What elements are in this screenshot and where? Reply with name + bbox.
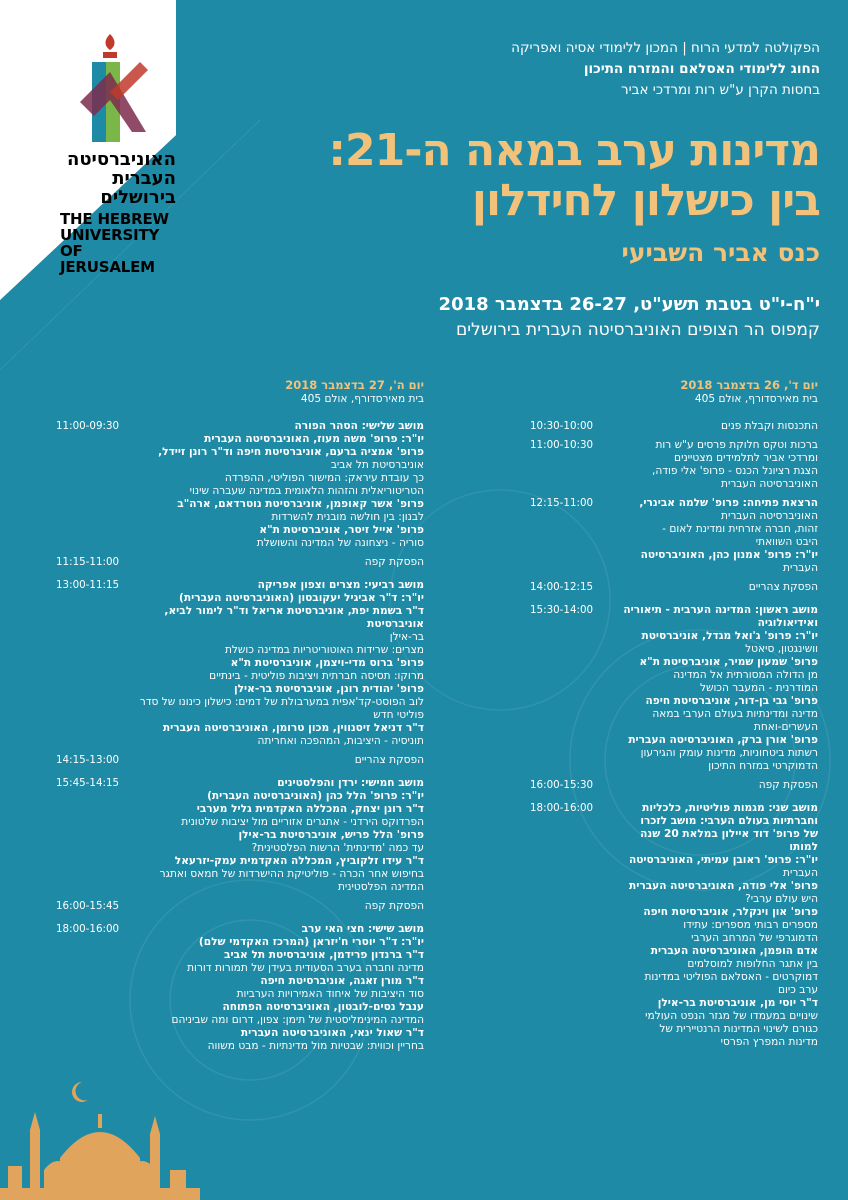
speaker-or-session-line: ד"ר יוסי מן, אוניברסיטת בר-אילן (657, 997, 818, 1009)
speaker-or-session-line: ד"ר רונן יצחק, המכללה האקדמית גליל מערבי (196, 803, 424, 815)
conference-dates: י"ח-י"ט בטבת תשע"ט, 26-27 בדצמבר 2018 (438, 294, 820, 315)
detail-line: הפסקת קפה (758, 779, 818, 791)
detail-line: מדינה ומדינתיות בעולם הערבי במאה (652, 708, 818, 720)
logo-mark-icon (70, 32, 150, 142)
speaker-or-session-line: יו"ר: ד"ר אביגיל יעקובסון (האוניברסיטה העברית) (179, 592, 424, 604)
speaker-or-session-line: למותו (789, 841, 818, 853)
speaker-or-session-line: יו"ר: פרופ' אמנון כהן, האוניברסיטה (640, 549, 818, 561)
detail-line: וושינגטון, סיאטל (745, 643, 818, 655)
speaker-or-session-line: מושב שלישי: הסהר הפורה (294, 420, 424, 432)
detail-line: בחריין וכווית: שבטיות מול מדינתיות - מבט משווה (207, 1040, 424, 1052)
break-slot (24, 754, 424, 767)
day-1-schedule (418, 420, 818, 1049)
faculty-line: הפקולטה למדעי הרוח | המכון ללימודי אסיה ואפריקה (511, 40, 820, 56)
slot-details (598, 420, 818, 433)
department-line: החוג ללימודי האסלאם והמזרח התיכון (583, 61, 820, 77)
detail-line: היבט השוואתי (755, 536, 818, 548)
speaker-or-session-line: של פרופ' דוד איילון במלאת 20 שנה (640, 828, 818, 840)
speaker-or-session-line: יו"ר: פרופ' ראובן עמיתי, האוניברסיטה (628, 854, 818, 866)
speaker-or-session-line: מושב שישי: חצי האי ערב (301, 923, 424, 935)
conference-title-line-1: מדינות ערב במאה ה-21: (328, 125, 820, 176)
logo-english-line-2: UNIVERSITY (60, 226, 160, 244)
session-slot (24, 579, 424, 748)
slot-details (124, 754, 424, 767)
logo-english-line-3: OF JERUSALEM (60, 242, 155, 276)
detail-line: כך עובדת עיראק: המישור הפוליטי, ההפרדה (224, 472, 424, 484)
slot-details (598, 604, 818, 773)
detail-line: הדמוגרפי של המרחב הערבי (691, 932, 818, 944)
slot-details (124, 579, 424, 748)
detail-line: תוניסיה - היציבות, המהפכה ואחריתה (257, 735, 424, 747)
detail-line: מן הדולה המסורתית אל המדינה (673, 669, 818, 681)
detail-line: מצרים: שרידות האוטוריטריות במדינה כושלת (224, 644, 424, 656)
detail-line: זהות, חברה אזרחית ומדינת לאום - (662, 523, 818, 535)
session-slot (418, 420, 818, 433)
logo-hebrew-line-3: בירושלים (100, 187, 176, 208)
slot-time: 15:30-14:00 (530, 604, 594, 616)
detail-line: אוניברסיטת תל אביב (330, 459, 424, 471)
detail-line: היש עולם ערבי? (745, 893, 818, 905)
detail-line: דמוקרטים - האסלאם הפוליטי במדינות (644, 971, 818, 983)
detail-line: מרוקו: תסיסה חברתית ויציבות פוליטית - בינתיים (209, 670, 424, 682)
detail-line: המדינה המינימליסטית של תימן: צפון, דרום ומה שביניהם (171, 1014, 424, 1026)
detail-line: המדינה הפלסטינית (337, 881, 424, 893)
detail-line: הפסקת קפה (364, 556, 424, 568)
slot-time: 18:00-16:00 (56, 923, 120, 935)
speaker-or-session-line: הרצאת פתיחה: פרופ' שלמה אבינרי, (639, 497, 818, 509)
break-slot (24, 556, 424, 569)
logo-hebrew-line-1: האוניברסיטה (66, 149, 176, 170)
day-2-schedule (24, 420, 424, 1053)
detail-line: הפסקת קפה (364, 900, 424, 912)
speaker-or-session-line: ד"ר ברנדון פרידמן, אוניברסיטת תל אביב (224, 949, 424, 961)
speaker-or-session-line: יו"ר: פרופ' הלל כהן (האוניברסיטה העברית) (207, 790, 424, 802)
slot-time: 12:15-11:00 (530, 497, 594, 509)
detail-line: המודרנית - המעבר הכושל (699, 682, 818, 694)
speaker-or-session-line: פרופ' אשר קאופמן, אוניברסיטת נוטרדאם, ארה"ב (177, 498, 424, 510)
speaker-or-session-line: ד"ר עידו זלקוביץ, המכללה האקדמית עמק-יזרעאל (174, 855, 424, 867)
speaker-or-session-line: יו"ר: פרופ' משה מעוז, האוניברסיטה העברית (204, 433, 424, 445)
speaker-or-session-line: מושב חמישי: ירדן והפלסטינים (277, 777, 424, 789)
conference-title-line-2: בין כישלון לחידלון (471, 175, 820, 226)
speaker-or-session-line: יו"ר: פרופ' ג'ואל מגדל, אוניברסיטת (641, 630, 818, 642)
speaker-or-session-line: פרופ' אייל זיסר, אוניברסיטת ת"א (259, 524, 424, 536)
speaker-or-session-line: ד"ר בשמת יפת, אוניברסיטת אריאל וד"ר לימור לביא, אוניברסיטת (164, 605, 424, 630)
session-slot (24, 777, 424, 894)
slot-details (124, 923, 424, 1053)
slot-time: 16:00-15:30 (530, 779, 594, 791)
mosque-silhouette-icon (0, 1070, 200, 1200)
speaker-or-session-line: פרופ' יהודית רונן, אוניברסיטת בר-אילן (233, 683, 424, 695)
detail-line: בחיפוש אחר הכרה - פוליטיקת ההישרדות של חמאס ואתגר (159, 868, 424, 880)
speaker-or-session-line: פרופ' אורן ברק, האוניברסיטה העברית (628, 734, 818, 746)
logo-hebrew-line-2: העברית (112, 168, 176, 189)
sponsor-line: בחסות הקרן ע"ש רות ומרדכי אביר (621, 82, 820, 98)
slot-time: 11:00-09:30 (56, 420, 120, 432)
slot-time: 14:00-12:15 (530, 581, 594, 593)
organizers-header (220, 38, 820, 101)
detail-line: הפרדוקס הירדני - אתגרים אזוריים מול יציבות שלטונית (181, 816, 424, 828)
detail-line: מדינה וחברה בערב הסעודית בעידן של תמורות דורות (187, 962, 424, 974)
detail-line: כגורם לשינוי המדינות הרנטיירית של (659, 1023, 818, 1035)
detail-line: רשתות ביטחוניות, מדינות עומק והגירעון (640, 747, 818, 759)
detail-line: הפסקת צהריים (748, 581, 818, 593)
detail-line: בר-אילן (389, 631, 424, 643)
detail-line: התכנסות וקבלת פנים (721, 420, 818, 432)
slot-time: 15:45-14:15 (56, 777, 120, 789)
session-slot (418, 497, 818, 575)
speaker-or-session-line: ואידיאולוגיה (757, 617, 818, 629)
speaker-or-session-line: פרופ' אמציה ברעם, אוניברסיטת חיפה וד"ר רונן זיידל, (158, 446, 424, 458)
slot-time: 13:00-11:15 (56, 579, 120, 591)
detail-line: האוניברסיטה העברית (721, 510, 818, 522)
session-slot (418, 604, 818, 773)
detail-line: סוד היציבות של איחוד האמירויות הערביות (236, 988, 424, 1000)
day-2-program (24, 378, 424, 1059)
speaker-or-session-line: פרופ' און וינקלר, אוניברסיטת חיפה (643, 906, 818, 918)
slot-details (598, 581, 818, 594)
conference-venue: קמפוס הר הצופים האוניברסיטה העברית בירושלים (455, 320, 820, 340)
speaker-or-session-line: פרופ' שמעון שמיר, אוניברסיטת ת"א (639, 656, 818, 668)
detail-line: הדמוקרטי במזרח התיכון (708, 760, 818, 772)
detail-line: פוליטי חדש (373, 709, 424, 721)
slot-details (124, 777, 424, 894)
university-logo (40, 32, 176, 282)
detail-line: האוניברסיטה העברית (721, 478, 818, 490)
speaker-or-session-line: מושב ראשון: המדינה הערבית - תיאוריה (623, 604, 818, 616)
speaker-or-session-line: ד"ר דניאל זיסנווין, מכון טרומן, האוניברסיטה העברית (162, 722, 424, 734)
detail-line: ומרדכי אביר לתלמידים מצטיינים (674, 452, 818, 464)
speaker-or-session-line: מושב שני: מגמות פוליטיות, כלכליות (642, 802, 818, 814)
speaker-or-session-line: ד"ר שאול ינאי, האוניברסיטה העברית (240, 1027, 424, 1039)
day-1-program (418, 378, 818, 1055)
slot-time: 18:00-16:00 (530, 802, 594, 814)
detail-line: בין אתגר החלופות למוסלמים (687, 958, 818, 970)
detail-line: הצגת רציונל הכנס - פרופ' אלי פודה, (651, 465, 818, 477)
speaker-or-session-line: ענבל נסים-לובטון, האוניברסיטה הפתוחה (222, 1001, 424, 1013)
logo-english (60, 211, 176, 275)
session-slot (24, 923, 424, 1053)
detail-line: הטריטוריאלית והזהות הלאומית במדינה שעברה שינוי (189, 485, 424, 497)
detail-line: ערב כיום (778, 984, 818, 996)
speaker-or-session-line: אדם הופמן, האוניברסיטה העברית (650, 945, 818, 957)
detail-line: העברית (783, 867, 818, 879)
slot-details (598, 802, 818, 1049)
slot-time: 16:00-15:45 (56, 900, 120, 912)
day-1-location: בית מאירסדורף, אולם 405 (694, 393, 818, 405)
day-1-heading: יום ד', 26 בדצמבר 2018 (680, 378, 818, 392)
detail-line: העברית (783, 562, 818, 574)
slot-details (598, 497, 818, 575)
slot-details (124, 900, 424, 913)
session-slot (418, 439, 818, 491)
speaker-or-session-line: פרופ' אלי פודה, האוניברסיטה העברית (628, 880, 818, 892)
speaker-or-session-line: יו"ר: ד"ר יוסרי ח'יזראן (המרכז האקדמי שלם) (198, 936, 424, 948)
speaker-or-session-line: ד"ר מורן זאגה, אוניברסיטת חיפה (260, 975, 424, 987)
slot-details (124, 556, 424, 569)
conference-subtitle: כנס אביר השביעי (621, 238, 820, 267)
break-slot (418, 779, 818, 792)
slot-details (124, 420, 424, 550)
break-slot (418, 581, 818, 594)
detail-line: מדינות המפרץ הפרסי (720, 1036, 818, 1048)
detail-line: שינויים במעמדו של מגזר הנפט העולמי (645, 1010, 818, 1022)
detail-line: לבנון: בין חולשה מובנית להשרדות (271, 511, 424, 523)
day-2-heading: יום ה', 27 בדצמבר 2018 (285, 378, 424, 392)
speaker-or-session-line: פרופ' ברוס מדי-ויצמן, אוניברסיטת ת"א (230, 657, 424, 669)
speaker-or-session-line: פרופ' הלל פריש, אוניברסיטת בר-אילן (238, 829, 424, 841)
speaker-or-session-line: פרופ' גבי בן-דור, אוניברסיטת חיפה (645, 695, 818, 707)
detail-line: סוריה - ניצחונה של המדינה והשושלת (256, 537, 424, 549)
detail-line: הפסקת צהריים (354, 754, 424, 766)
slot-time: 14:15-13:00 (56, 754, 120, 766)
slot-time: 11:15-11:00 (56, 556, 120, 568)
detail-line: העשרים-ואחת (753, 721, 818, 733)
slot-details (598, 439, 818, 491)
break-slot (24, 900, 424, 913)
session-slot (418, 802, 818, 1049)
day-2-location: בית מאירסדורף, אולם 405 (300, 393, 424, 405)
logo-english-line-1: THE HEBREW (60, 210, 169, 228)
session-slot (24, 420, 424, 550)
slot-time: 11:00-10:30 (530, 439, 594, 451)
slot-details (598, 779, 818, 792)
detail-line: ברכות וטקס חלוקת פרסים ע"ש רות (655, 439, 818, 451)
slot-time: 10:30-10:00 (530, 420, 594, 432)
detail-line: עד כמה 'מדינתית' הרשות הפלסטינית? (251, 842, 424, 854)
speaker-or-session-line: מושב רביעי: מצרים וצפון אפריקה (257, 579, 424, 591)
detail-line: לוב הפוסט-קד'אפית במערבולת של דמים: כישלון כינונו של סדר (139, 696, 424, 708)
detail-line: מספרים רבותי מספרים: עתידו (683, 919, 818, 931)
speaker-or-session-line: וחברתיות בעולם הערבי: מושב לזכרו (640, 815, 818, 827)
